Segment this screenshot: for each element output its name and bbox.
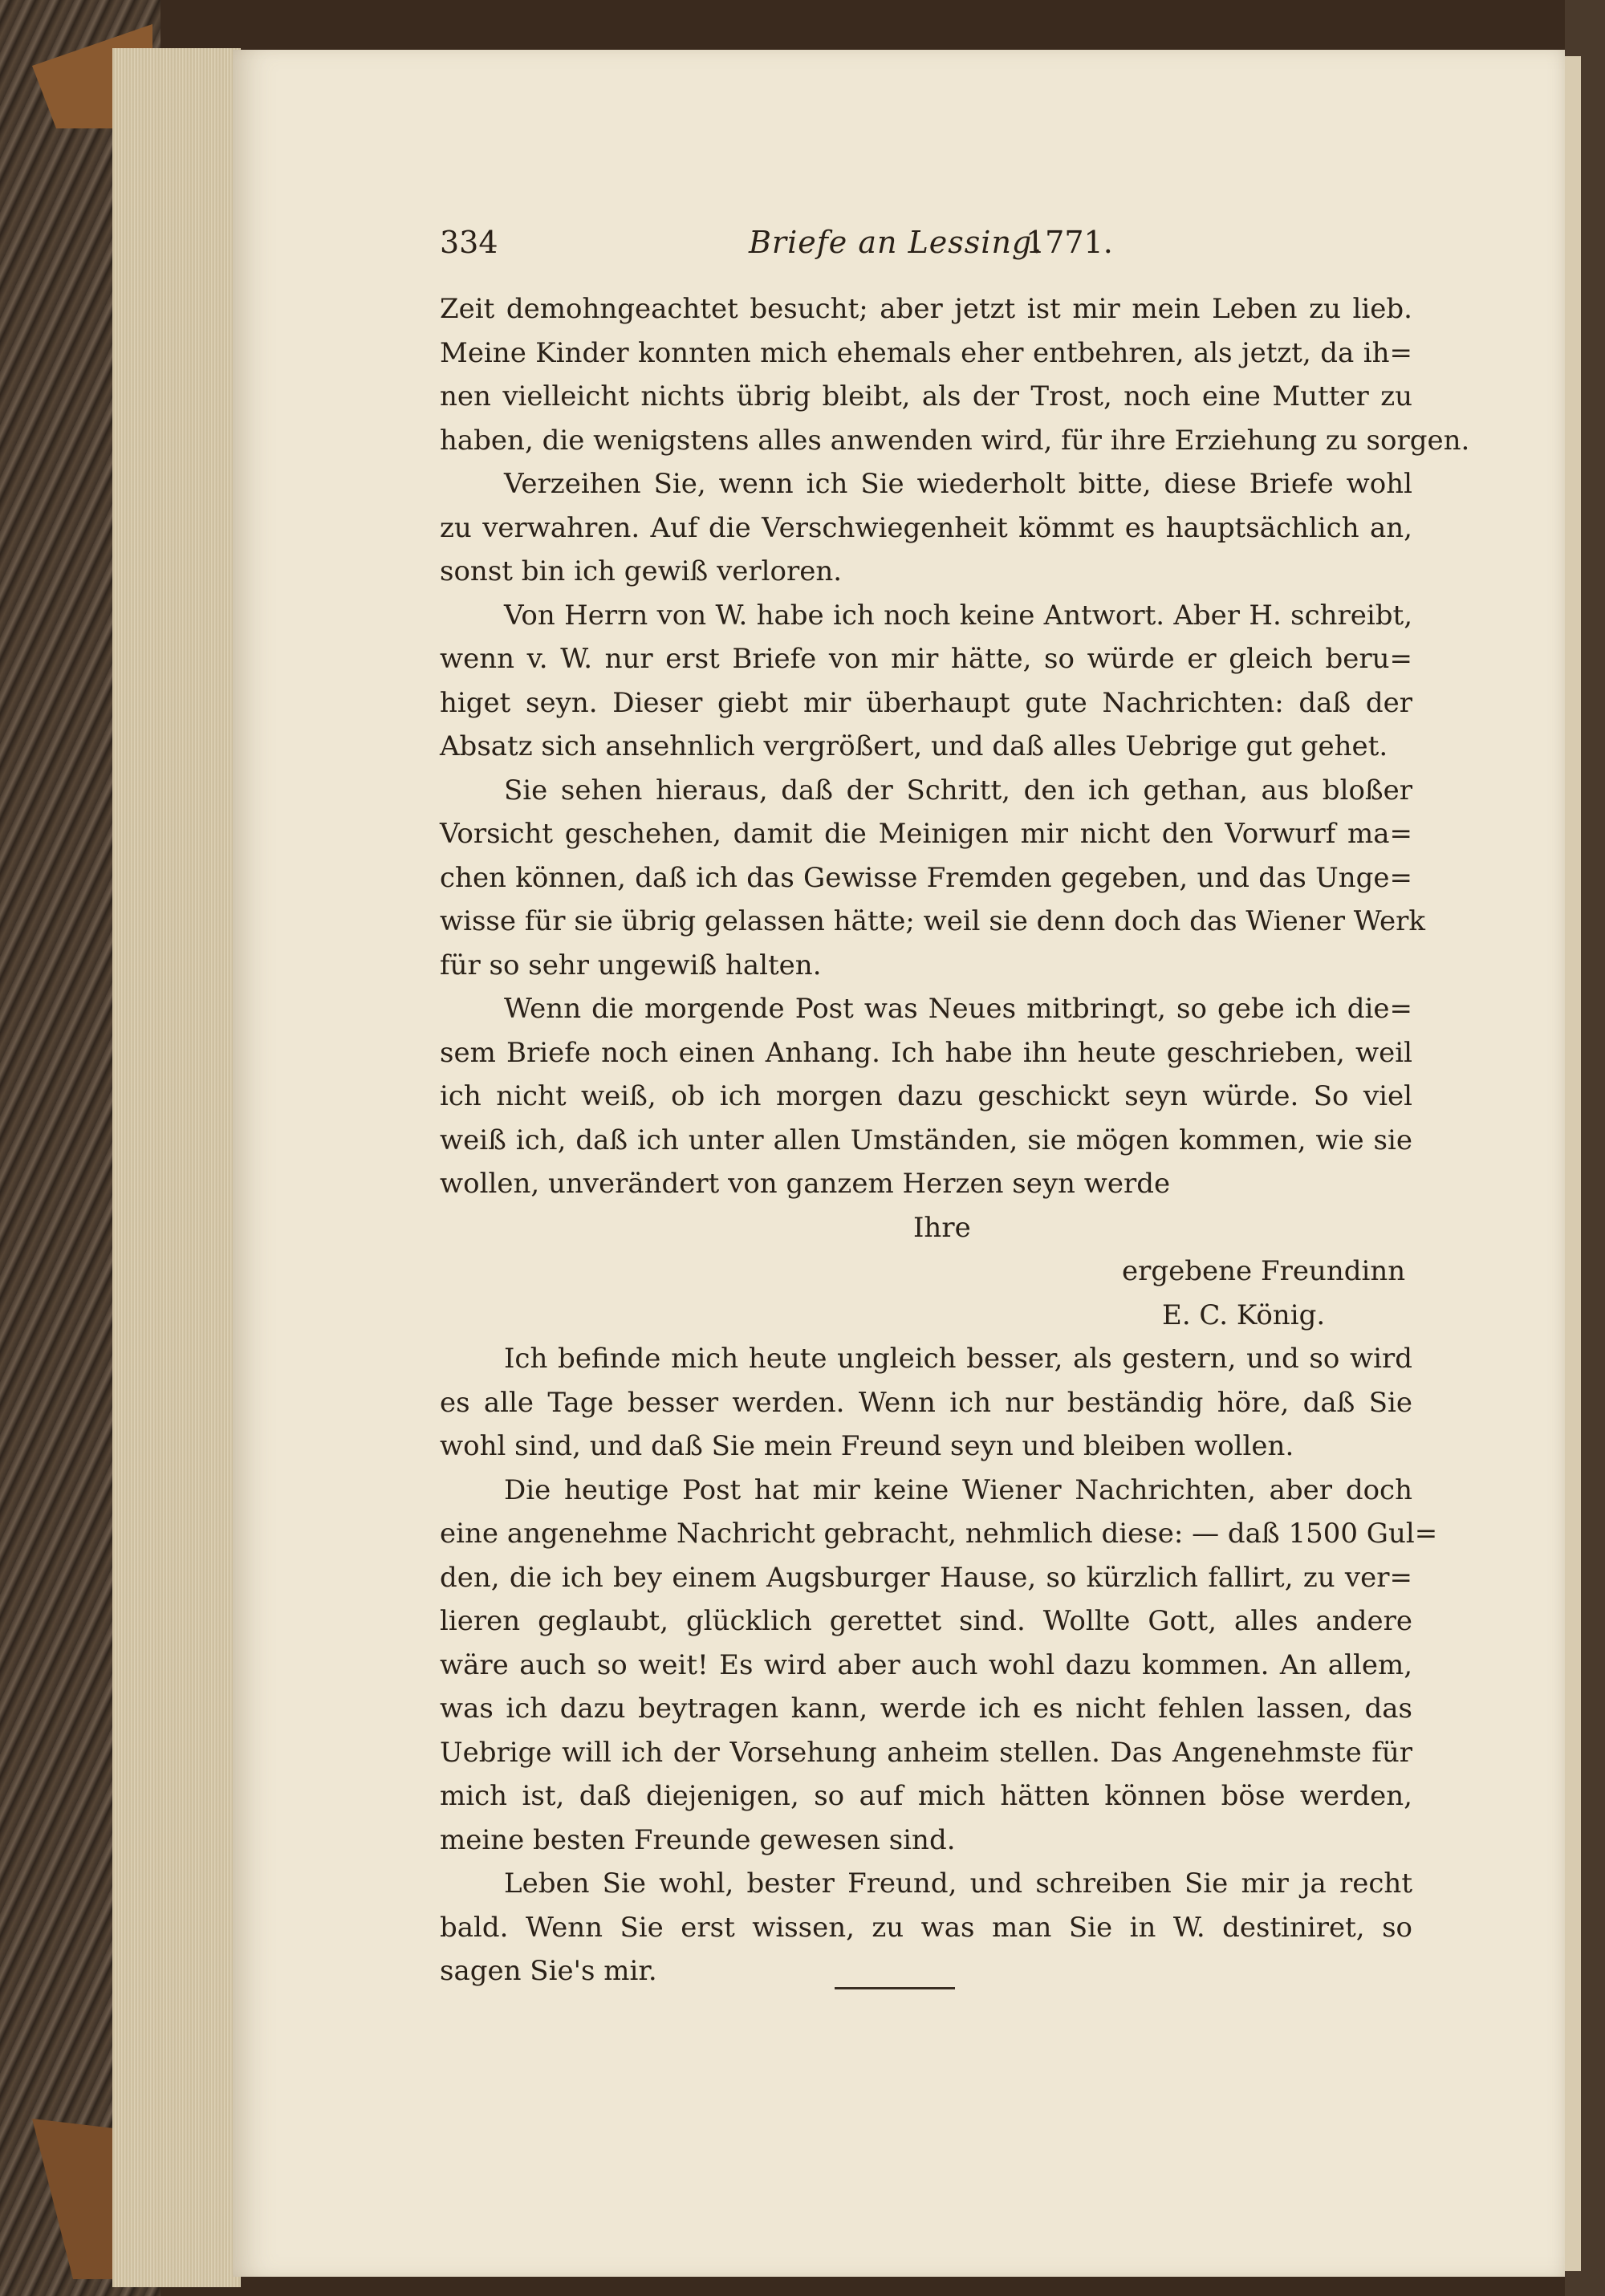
text-line: Ich befinde mich heute ungleich besser, als gestern, und so wird bbox=[504, 1343, 1412, 1375]
text-line: wollen, unverändert von ganzem Herzen seyn werde bbox=[440, 1168, 1171, 1200]
text-line: sonst bin ich gewiß verloren. bbox=[440, 555, 843, 587]
text-line: den, die ich bey einem Augsburger Hause, so kürzlich fallirt, zu ver= bbox=[440, 1561, 1412, 1594]
text-line: für so sehr ungewiß halten. bbox=[440, 949, 822, 981]
letter-text bbox=[440, 287, 1470, 1993]
text-line: Uebrige will ich der Vorsehung anheim stellen. Das Angenehmste für bbox=[440, 1736, 1412, 1769]
text-line: mich ist, daß diejenigen, so auf mich hätten können böse werden, bbox=[440, 1780, 1412, 1812]
text-line: Meine Kinder konnten mich ehemals eher entbehren, als jetzt, da ih= bbox=[440, 336, 1412, 369]
text-line: zu verwahren. Auf die Verschwiegenheit kömmt es hauptsächlich an, bbox=[440, 511, 1412, 544]
text-line: weiß ich, daß ich unter allen Umständen, sie mögen kommen, wie sie bbox=[440, 1124, 1412, 1156]
text-line: chen können, daß ich das Gewisse Fremden gegeben, und das Unge= bbox=[440, 861, 1412, 894]
closing-rule bbox=[835, 1987, 955, 1989]
running-head-title: Briefe an Lessing. bbox=[749, 225, 1043, 260]
text-line: Vorsicht geschehen, damit die Meinigen mir nicht den Vorwurf ma= bbox=[440, 818, 1412, 850]
text-line: meine besten Freunde gewesen sind. bbox=[440, 1823, 956, 1856]
text-line: Verzeihen Sie, wenn ich Sie wiederholt bitte, diese Briefe wohl bbox=[504, 468, 1412, 500]
text-line: wenn v. W. nur erst Briefe von mir hätte, so würde er gleich beru= bbox=[440, 643, 1412, 675]
text-line: ergebene Freundinn bbox=[1122, 1255, 1406, 1287]
text-line: nen vielleicht nichts übrig bleibt, als der Trost, noch eine Mutter zu bbox=[440, 380, 1412, 412]
text-line: Leben Sie wohl, bester Freund, und schreiben Sie mir ja recht bbox=[504, 1867, 1412, 1900]
text-line: es alle Tage besser werden. Wenn ich nur beständig höre, daß Sie bbox=[440, 1386, 1412, 1419]
page-number: 334 bbox=[440, 225, 498, 260]
text-line: sem Briefe noch einen Anhang. Ich habe ihn heute geschrieben, weil bbox=[440, 1036, 1412, 1069]
text-line: sagen Sie's mir. bbox=[440, 1955, 657, 1987]
text-line: wäre auch so weit! Es wird aber auch wohl dazu kommen. An allem, bbox=[440, 1648, 1412, 1681]
text-line: Wenn die morgende Post was Neues mitbringt, so gebe ich die= bbox=[504, 993, 1412, 1025]
text-line: Absatz sich ansehnlich vergrößert, und daß alles Uebrige gut gehet. bbox=[440, 730, 1388, 762]
text-line: lieren geglaubt, glücklich gerettet sind. Wollte Gott, alles andere bbox=[440, 1605, 1412, 1637]
text-line: Die heutige Post hat mir keine Wiener Nachrichten, aber doch bbox=[504, 1473, 1412, 1506]
right-page-edge bbox=[1565, 56, 1581, 2271]
page-edges bbox=[112, 48, 241, 2287]
running-head bbox=[440, 225, 1411, 273]
text-line: Zeit demohngeachtet besucht; aber jetzt ist mir mein Leben zu lieb. bbox=[440, 293, 1412, 325]
text-line: haben, die wenigstens alles anwenden wird, für ihre Erziehung zu sorgen. bbox=[440, 424, 1470, 457]
text-line: wisse für sie übrig gelassen hätte; weil sie denn doch das Wiener Werk bbox=[440, 905, 1425, 937]
text-line: bald. Wenn Sie erst wissen, zu was man Sie in W. destiniret, so bbox=[440, 1911, 1412, 1944]
text-line: Sie sehen hieraus, daß der Schritt, den ich gethan, aus bloßer bbox=[504, 774, 1412, 807]
text-line: eine angenehme Nachricht gebracht, nehmlich diese: — daß 1500 Gul= bbox=[440, 1518, 1438, 1550]
text-line: ich nicht weiß, ob ich morgen dazu geschickt seyn würde. So viel bbox=[440, 1080, 1412, 1112]
text-line: Ihre bbox=[913, 1211, 971, 1244]
text-line: higet seyn. Dieser giebt mir überhaupt gute Nachrichten: daß der bbox=[440, 686, 1412, 719]
running-head-year: 1771. bbox=[1026, 225, 1113, 260]
text-line: Von Herrn von W. habe ich noch keine Antwort. Aber H. schreibt, bbox=[504, 599, 1412, 632]
text-line: was ich dazu beytragen kann, werde ich es nicht fehlen lassen, das bbox=[440, 1693, 1412, 1725]
text-line: E. C. König. bbox=[1162, 1298, 1326, 1331]
text-line: wohl sind, und daß Sie mein Freund seyn und bleiben wollen. bbox=[440, 1430, 1294, 1462]
